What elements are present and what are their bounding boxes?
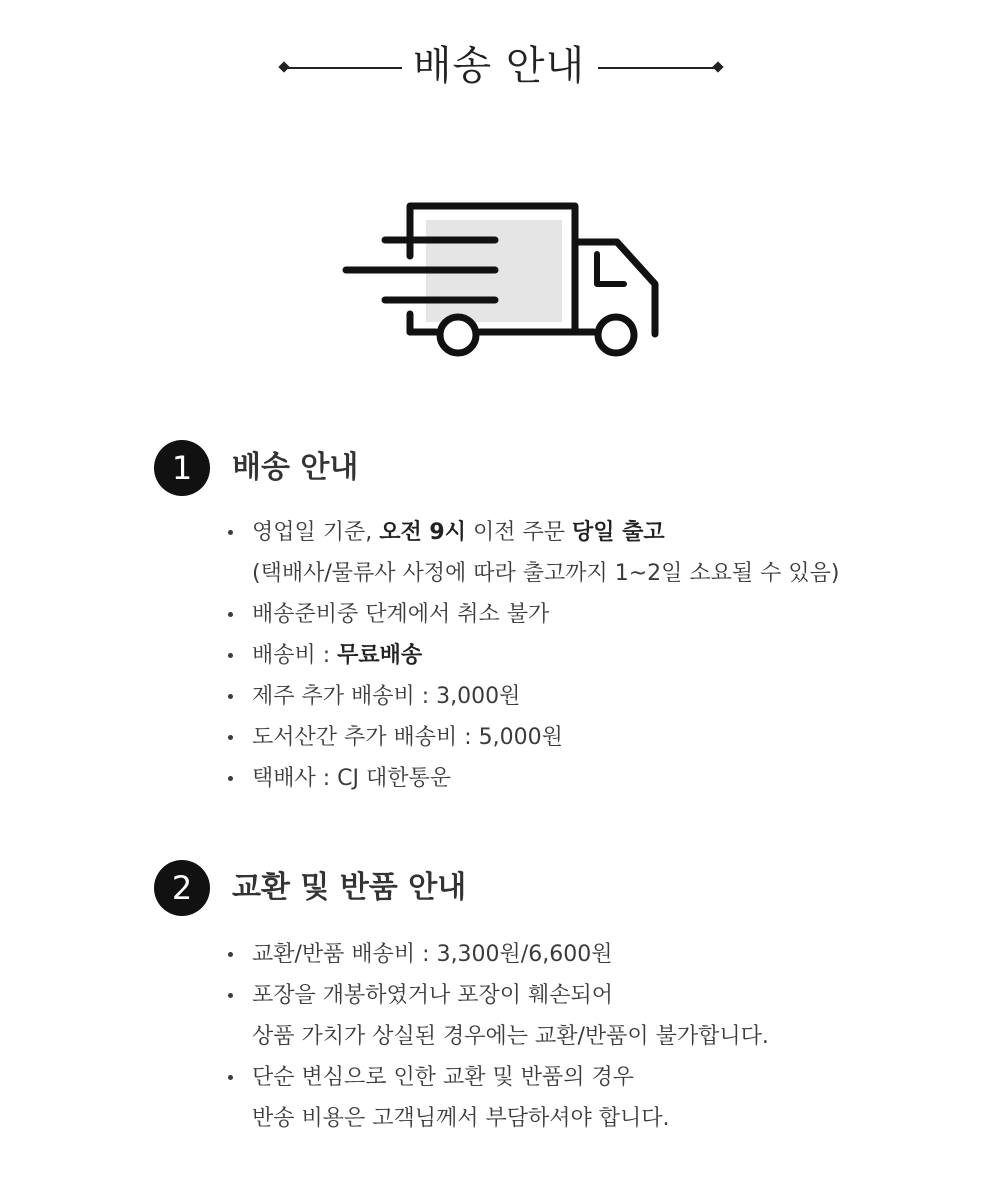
header-divider-right <box>598 67 716 69</box>
exchange-return-section <box>154 860 954 1131</box>
item-text: 이전 주문 <box>465 520 572 545</box>
section-header <box>154 440 954 496</box>
section-title: 교환 및 반품 안내 <box>232 870 467 905</box>
section-number-badge: 2 <box>154 860 210 916</box>
list-item-dispatch-time <box>224 512 924 594</box>
exchange-return-list <box>224 934 924 1139</box>
page-title: 배송 안내 <box>412 43 586 89</box>
list-item-damaged-packaging <box>224 975 924 1057</box>
list-item-change-of-mind <box>224 1057 924 1139</box>
item-text: 반송 비용은 고객님께서 부담하셔야 합니다. <box>252 1106 670 1131</box>
item-line <box>252 512 924 553</box>
section-number-badge: 1 <box>154 440 210 496</box>
item-highlight: 무료배송 <box>337 643 423 668</box>
list-item-return-fee <box>224 934 924 975</box>
rear-wheel <box>440 317 476 353</box>
item-text: 배송준비중 단계에서 취소 불가 <box>252 602 550 627</box>
list-item-island-fee <box>224 717 924 758</box>
item-text: 포장을 개봉하였거나 포장이 훼손되어 <box>252 983 614 1008</box>
cab-window <box>597 254 624 284</box>
item-text: 영업일 기준, <box>252 520 380 545</box>
page-header <box>0 36 998 100</box>
list-item-jeju-fee <box>224 676 924 717</box>
item-text: 제주 추가 배송비 : 3,000원 <box>252 684 521 709</box>
item-text: 택배사 : CJ 대한통운 <box>252 766 452 791</box>
item-highlight: 당일 출고 <box>571 520 665 545</box>
delivery-truck-icon <box>340 196 660 362</box>
list-item-cancellation <box>224 594 924 635</box>
item-highlight: 오전 9시 <box>379 520 466 545</box>
section-header <box>154 860 954 916</box>
shipping-info-list <box>224 512 924 799</box>
shipping-info-section <box>154 440 954 791</box>
item-text: 도서산간 추가 배송비 : 5,000원 <box>252 725 563 750</box>
item-text: 상품 가치가 상실된 경우에는 교환/반품이 불가합니다. <box>252 1024 769 1049</box>
item-text: 배송비 : <box>252 643 338 668</box>
front-wheel <box>598 317 634 353</box>
item-text: 교환/반품 배송비 : 3,300원/6,600원 <box>252 942 613 967</box>
item-text: 단순 변심으로 인한 교환 및 반품의 경우 <box>252 1065 634 1090</box>
item-note: (택배사/물류사 사정에 따라 출고까지 1~2일 소요될 수 있음) <box>252 561 840 586</box>
list-item-shipping-fee <box>224 635 924 676</box>
list-item-courier <box>224 758 924 799</box>
section-title: 배송 안내 <box>232 450 359 485</box>
